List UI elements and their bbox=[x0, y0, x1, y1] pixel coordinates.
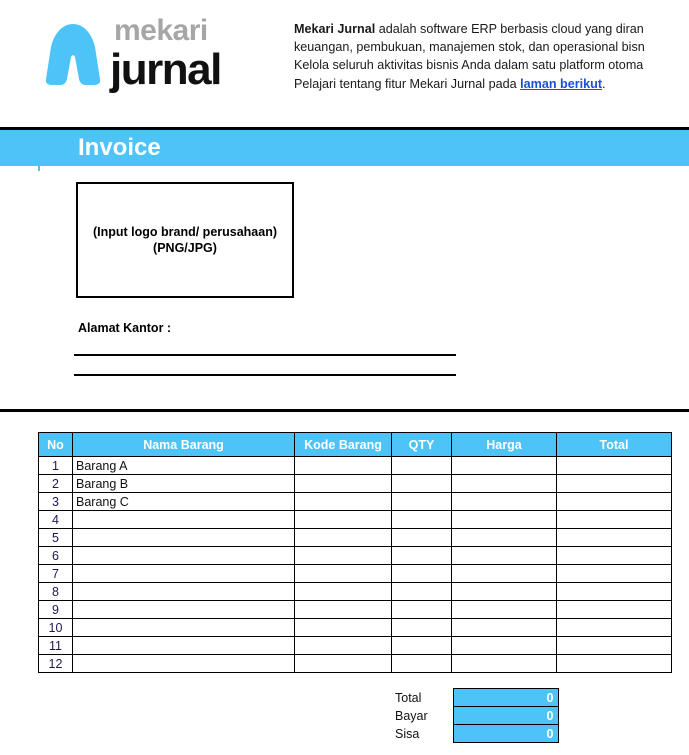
cell-no: 10 bbox=[39, 619, 73, 637]
cell-nama-barang[interactable]: Barang C bbox=[73, 493, 295, 511]
cell-no: 7 bbox=[39, 565, 73, 583]
cell-qty[interactable] bbox=[392, 475, 452, 493]
mekari-chevron-logo-icon bbox=[42, 21, 104, 87]
column-header-kode-barang: Kode Barang bbox=[295, 433, 392, 457]
cell-nama-barang[interactable] bbox=[73, 547, 295, 565]
cell-nama-barang[interactable] bbox=[73, 637, 295, 655]
table-row bbox=[39, 529, 672, 547]
cell-kode-barang[interactable] bbox=[295, 529, 392, 547]
items-header-row bbox=[39, 433, 672, 457]
cell-harga[interactable] bbox=[452, 637, 557, 655]
cell-qty[interactable] bbox=[392, 637, 452, 655]
cell-no: 8 bbox=[39, 583, 73, 601]
cell-kode-barang[interactable] bbox=[295, 583, 392, 601]
logo-placeholder-line-2: (PNG/JPG) bbox=[153, 241, 217, 255]
page-title: Invoice bbox=[78, 134, 161, 161]
cell-harga[interactable] bbox=[452, 601, 557, 619]
cell-qty[interactable] bbox=[392, 619, 452, 637]
cell-harga[interactable] bbox=[452, 655, 557, 673]
cell-harga[interactable] bbox=[452, 583, 557, 601]
table-row bbox=[39, 475, 672, 493]
totals-table-body bbox=[391, 689, 558, 743]
totals-label-total: Total bbox=[395, 690, 422, 705]
cell-kode-barang[interactable] bbox=[295, 547, 392, 565]
cell-nama-barang[interactable] bbox=[73, 511, 295, 529]
cell-nama-barang[interactable]: Barang B bbox=[73, 475, 295, 493]
totals-value-bayar[interactable]: 0 bbox=[453, 707, 558, 725]
alamat-kantor-line-1[interactable] bbox=[74, 354, 456, 356]
column-header-qty: QTY bbox=[392, 433, 452, 457]
logo-word-jurnal: jurnal bbox=[110, 45, 221, 94]
section-divider-rule bbox=[0, 409, 689, 412]
description-line-1-rest: adalah software ERP berbasis cloud yang diran bbox=[375, 22, 644, 36]
cell-harga[interactable] bbox=[452, 529, 557, 547]
column-header-nama-barang: Nama Barang bbox=[73, 433, 295, 457]
cell-harga[interactable] bbox=[452, 457, 557, 475]
cell-nama-barang[interactable] bbox=[73, 565, 295, 583]
cell-total[interactable] bbox=[557, 529, 672, 547]
cell-qty[interactable] bbox=[392, 529, 452, 547]
totals-value-total[interactable]: 0 bbox=[453, 689, 558, 707]
table-row bbox=[39, 655, 672, 673]
cell-total[interactable] bbox=[557, 475, 672, 493]
table-row bbox=[39, 493, 672, 511]
description-line-4-post: . bbox=[602, 76, 606, 91]
table-row bbox=[39, 583, 672, 601]
cell-no: 3 bbox=[39, 493, 73, 511]
invoice-totals-table bbox=[391, 688, 559, 743]
cell-total[interactable] bbox=[557, 457, 672, 475]
cell-harga[interactable] bbox=[452, 547, 557, 565]
cell-nama-barang[interactable] bbox=[73, 655, 295, 673]
description-line-4-pre: Pelajari tentang fitur Mekari Jurnal pada bbox=[294, 76, 521, 91]
mekari-jurnal-logo bbox=[42, 16, 221, 92]
cell-total[interactable] bbox=[557, 637, 672, 655]
page-header bbox=[0, 0, 689, 127]
cell-total[interactable] bbox=[557, 583, 672, 601]
cell-kode-barang[interactable] bbox=[295, 565, 392, 583]
cell-nama-barang[interactable] bbox=[73, 529, 295, 547]
items-table-body bbox=[39, 457, 672, 673]
cell-total[interactable] bbox=[557, 601, 672, 619]
invoice-banner bbox=[0, 130, 689, 166]
cell-nama-barang[interactable] bbox=[73, 601, 295, 619]
totals-row bbox=[391, 707, 558, 725]
table-row bbox=[39, 565, 672, 583]
cell-kode-barang[interactable] bbox=[295, 511, 392, 529]
logo-upload-placeholder[interactable] bbox=[76, 182, 294, 298]
logo-placeholder-line-1: (Input logo brand/ perusahaan) bbox=[92, 225, 278, 239]
logo-placeholder-text bbox=[93, 224, 277, 256]
cell-kode-barang[interactable] bbox=[295, 475, 392, 493]
column-header-total: Total bbox=[557, 433, 672, 457]
table-row bbox=[39, 457, 672, 475]
table-row bbox=[39, 601, 672, 619]
cell-harga[interactable] bbox=[452, 565, 557, 583]
alamat-kantor-line-2[interactable] bbox=[74, 374, 456, 376]
totals-row bbox=[391, 725, 558, 743]
totals-value-sisa[interactable]: 0 bbox=[453, 725, 558, 743]
cell-no: 12 bbox=[39, 655, 73, 673]
table-row bbox=[39, 511, 672, 529]
cell-kode-barang[interactable] bbox=[295, 457, 392, 475]
cell-total[interactable] bbox=[557, 493, 672, 511]
cell-nama-barang[interactable] bbox=[73, 583, 295, 601]
totals-label-bayar: Bayar bbox=[395, 708, 428, 723]
cell-no: 1 bbox=[39, 457, 73, 475]
cell-harga[interactable] bbox=[452, 493, 557, 511]
cell-qty[interactable] bbox=[392, 583, 452, 601]
totals-row bbox=[391, 689, 558, 707]
cell-qty[interactable] bbox=[392, 511, 452, 529]
cell-nama-barang[interactable] bbox=[73, 619, 295, 637]
description-line-3: Kelola seluruh aktivitas bisnis Anda dalam satu platform otoma bbox=[294, 58, 644, 73]
cell-total[interactable] bbox=[557, 655, 672, 673]
cell-no: 9 bbox=[39, 601, 73, 619]
cell-no: 6 bbox=[39, 547, 73, 565]
totals-label-sisa: Sisa bbox=[395, 726, 420, 741]
cell-kode-barang[interactable] bbox=[295, 493, 392, 511]
table-row bbox=[39, 619, 672, 637]
cell-qty[interactable] bbox=[392, 457, 452, 475]
cell-qty[interactable] bbox=[392, 565, 452, 583]
column-header-no: No bbox=[39, 433, 73, 457]
cell-qty[interactable] bbox=[392, 547, 452, 565]
table-row bbox=[39, 637, 672, 655]
banner-accent-tick bbox=[38, 163, 40, 171]
description-lead: Mekari Jurnal bbox=[294, 22, 376, 36]
cell-harga[interactable] bbox=[452, 475, 557, 493]
logo-word-mekari: mekari bbox=[114, 14, 208, 47]
cell-qty[interactable] bbox=[392, 655, 452, 673]
cell-kode-barang[interactable] bbox=[295, 637, 392, 655]
cell-harga[interactable] bbox=[452, 511, 557, 529]
product-description bbox=[294, 20, 689, 93]
cell-kode-barang[interactable] bbox=[295, 601, 392, 619]
cell-no: 11 bbox=[39, 637, 73, 655]
cell-kode-barang[interactable] bbox=[295, 655, 392, 673]
cell-qty[interactable] bbox=[392, 493, 452, 511]
cell-total[interactable] bbox=[557, 547, 672, 565]
cell-harga[interactable] bbox=[452, 619, 557, 637]
description-line-2: keuangan, pembukuan, manajemen stok, dan operasional bisn bbox=[294, 40, 645, 55]
cell-total[interactable] bbox=[557, 565, 672, 583]
items-table-head bbox=[39, 433, 672, 457]
description-line-4 bbox=[294, 75, 689, 93]
cell-no: 5 bbox=[39, 529, 73, 547]
cell-no: 2 bbox=[39, 475, 73, 493]
cell-total[interactable] bbox=[557, 619, 672, 637]
cell-total[interactable] bbox=[557, 511, 672, 529]
cell-qty[interactable] bbox=[392, 601, 452, 619]
column-header-harga: Harga bbox=[452, 433, 557, 457]
invoice-items-table bbox=[38, 432, 672, 673]
table-row bbox=[39, 547, 672, 565]
cell-kode-barang[interactable] bbox=[295, 619, 392, 637]
description-line-1 bbox=[294, 20, 689, 38]
cell-nama-barang[interactable]: Barang A bbox=[73, 457, 295, 475]
invoice-items-table-wrap bbox=[38, 432, 671, 673]
cell-no: 4 bbox=[39, 511, 73, 529]
alamat-kantor-label: Alamat Kantor : bbox=[78, 321, 172, 335]
laman-berikut-link[interactable]: laman berikut bbox=[520, 76, 603, 91]
